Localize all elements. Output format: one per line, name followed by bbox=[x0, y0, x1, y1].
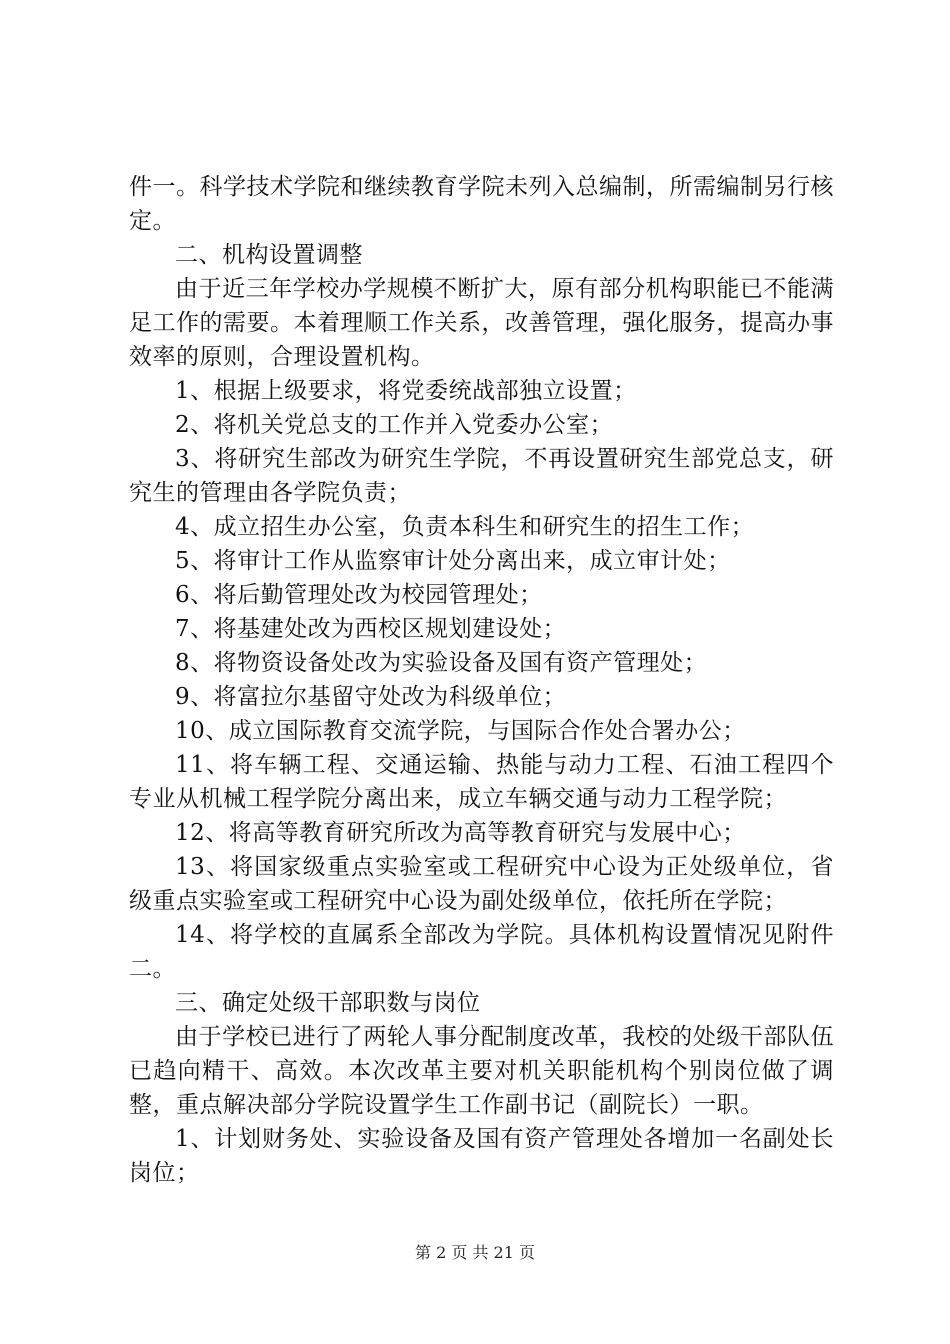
section-heading: 三、确定处级干部职数与岗位 bbox=[175, 990, 481, 1016]
paragraph: 由于近三年学校办学规模不断扩大，原有部分机构职能已不能满足工作的需要。本着理顺工作关系，改善管理，强化服务，提高办事效率的原则，合理设置机构。 bbox=[129, 276, 834, 370]
list-item: 2、将机关党总支的工作并入党委办公室； bbox=[175, 412, 614, 438]
list-item: 6、将后勤管理处改为校园管理处； bbox=[175, 582, 543, 608]
list-item: 8、将物资设备处改为实验设备及国有资产管理处； bbox=[175, 650, 708, 676]
section-heading: 二、机构设置调整 bbox=[175, 242, 363, 268]
list-item: 10、成立国际教育交流学院，与国际合作处合署办公； bbox=[175, 718, 746, 744]
list-item: 12、将高等教育研究所改为高等教育研究与发展中心； bbox=[175, 820, 746, 846]
list-item: 11、将车辆工程、交通运输、热能与动力工程、石油工程四个专业从机械工程学院分离出来，成立车辆交通与动力工程学院； bbox=[129, 752, 834, 812]
list-item: 1、计划财务处、实验设备及国有资产管理处各增加一名副处长岗位； bbox=[129, 1126, 834, 1186]
list-item: 13、将国家级重点实验室或工程研究中心设为正处级单位，省级重点实验室或工程研究中心设为副处级单位，依托所在学院； bbox=[129, 854, 834, 914]
page-number-footer: 第 2 页 共 21 页 bbox=[415, 1243, 535, 1262]
list-item: 14、将学校的直属系全部改为学院。具体机构设置情况见附件二。 bbox=[129, 922, 834, 982]
list-item: 5、将审计工作从监察审计处分离出来，成立审计处； bbox=[175, 548, 731, 574]
list-item: 9、将富拉尔基留守处改为科级单位； bbox=[175, 684, 567, 710]
paragraph: 由于学校已进行了两轮人事分配制度改革，我校的处级干部队伍已趋向精干、高效。本次改革主要对机关职能机构个别岗位做了调整，重点解决部分学院设置学生工作副书记（副院长）一职。 bbox=[129, 1024, 834, 1118]
list-item: 7、将基建处改为西校区规划建设处； bbox=[175, 616, 567, 642]
list-item: 1、根据上级要求，将党委统战部独立设置； bbox=[175, 378, 637, 404]
paragraph: 件一。科学技术学院和继续教育学院未列入总编制，所需编制另行核定。 bbox=[129, 174, 834, 234]
document-body bbox=[129, 170, 834, 1190]
list-item: 3、将研究生部改为研究生学院，不再设置研究生部党总支，研究生的管理由各学院负责； bbox=[129, 446, 834, 506]
list-item: 4、成立招生办公室，负责本科生和研究生的招生工作； bbox=[175, 514, 755, 540]
